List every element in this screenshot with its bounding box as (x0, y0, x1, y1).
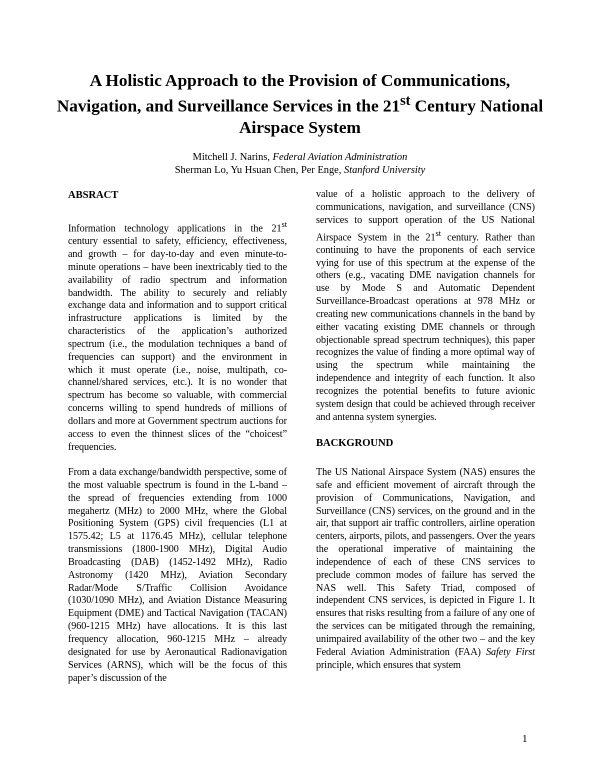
author-affiliation: Stanford University (344, 165, 426, 176)
title-text: A Holistic Approach to the Provision of Communications, Navigation, and Surveillance Services in the 21 (56, 71, 511, 117)
paper-title (50, 71, 550, 138)
title-superscript: st (400, 93, 411, 110)
author-affiliation: Federal Aviation Administration (272, 152, 408, 163)
author-block (100, 151, 500, 177)
author-names: Mitchell J. Narins, (192, 152, 273, 163)
abstract-paragraph-continued: value of a holistic approach to the delivery of communications, navigation, and surveillance (CNS) services to support operation of the US National Airspace System in the 21st century. Rather than continuing to have the proponents of each service vying for use of this spectrum at the expense of the others (e.g., vacating DME navigation channels for use by Mode S and Automatic Dependent Surveillance-Broadcast operations at 978 MHz or creating new communications channels in the band by either vacating existing DME channels or through objectionable spread spectrum techniques), this paper recognizes the value of finding a more optimal way of using the spectrum while maintaining the independence and integrity of each function. It also recognizes the potential benefits to future avionic system design that could be achieved through receiver and antenna system synergies. (316, 189, 535, 423)
page-number: 1 (522, 733, 528, 745)
title-text-end: Century National Airspace System (239, 97, 544, 137)
background-heading: BACKGROUND (316, 438, 394, 450)
abstract-heading: ABSRACT (68, 190, 119, 201)
abstract-paragraph: From a data exchange/bandwidth perspective, some of the most valuable spectrum is found in the L-band – the spread of frequencies extending from 1000 megahertz (MHz) to 2000 MHz, where the Global Positioning System (GPS) civil frequencies (L1 at 1575.42; L5 at 1176.45 MHz), cellular telephone transmissions (1800-1900 MHz), Digital Audio Broadcasting (DAB) (1452-1492 MHz), Radio Astronomy (1420 MHz), Aviation Secondary Radar/Mode S/Traffic Collision Avoidance (1030/1090 MHz), and Aviation Distance Measuring Equipment (DME) and Tactical Navigation (TACAN) (960-1215 MHz) have allocations. It is this last frequency allocation, 960-1215 MHz – already designated for use by Aeronautical Radionavigation Services (ARNS), which will be the focus of this paper’s discussion of the (68, 467, 287, 684)
left-column (68, 189, 287, 685)
abstract-paragraph: Information technology applications in the 21st century essential to safety, efficiency, effectiveness, and growth – for day-to-day and even minute-to-minute operations – have been inextricably tied to the availability of radio spectrum and information bandwidth. The ability to securely and reliably exchange data and information and to support critical infrastructure applications is limited by the characteristics of the application’s authorized spectrum (i.e., the modulation techniques a band of frequencies can support) and the environment in which it must operate (i.e., noise, multipath, co-channel/shared services, etc.). It is no wonder that spectrum has become so valuable, with commercial concerns willing to spend hundreds of millions of dollars and more at Government spectrum auctions for access to even the thinnest slices of the “choicest” frequencies. (68, 220, 287, 453)
author-line-2 (100, 164, 500, 177)
author-line-1 (100, 151, 500, 164)
background-paragraph: The US National Airspace System (NAS) ensures the safe and efficient movement of aircraft through the provision of Communications, Navigation, and Surveillance (CNS) services, on the ground and in the air, that support air traffic controllers, airline operation centers, airports, pilots, and passengers. Over the years the operational imperative of maintaining the independence of each of these CNS services to preclude common modes of failure has served the NAS well. This Safety Triad, composed of independent CNS services, is depicted in Figure 1. It ensures that risks resulting from a failure of any one of the services can be mitigated through the remaining, unimpaired availability of the other two – and the key Federal Aviation Administration (FAA) Safety First principle, which ensures that system (316, 467, 535, 671)
right-column (316, 189, 535, 673)
author-names: Sherman Lo, Yu Hsuan Chen, Per Enge, (174, 165, 344, 176)
